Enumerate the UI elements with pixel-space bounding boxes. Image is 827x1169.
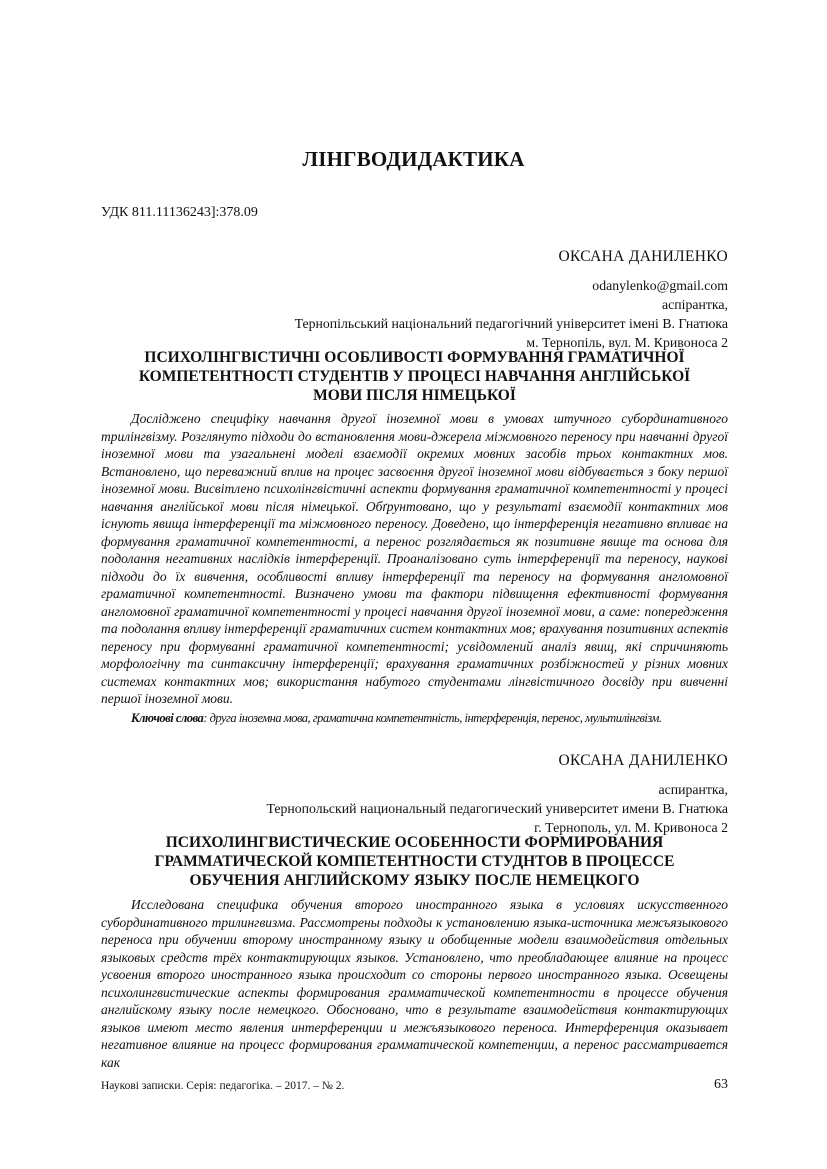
author-position-ru: аспирантка, — [658, 782, 728, 797]
author-position-ua: аспірантка, — [662, 297, 728, 312]
page-number: 63 — [714, 1077, 728, 1092]
title-line: КОМПЕТЕНТНОСТІ СТУДЕНТІВ У ПРОЦЕСІ НАВЧАННЯ АНГЛІЙСЬКОЇ — [138, 368, 691, 385]
author-address-ua: м. Тернопіль, вул. М. Кривоноса 2 — [526, 335, 728, 350]
udk-code: УДК 811.11136243]:378.09 — [101, 205, 258, 220]
article-title-ua — [101, 348, 728, 405]
author-name-ua: ОКСАНА ДАНИЛЕНКО — [558, 248, 728, 265]
title-line: МОВИ ПІСЛЯ НІМЕЦЬКОЇ — [313, 387, 516, 404]
abstract-ru: Исследована специфика обучения второго иностранного языка в условиях искусственного субординативного трилингвизма. Рассмотрены подходы к установлению языка-источника межъязыкового переноса при обучении второму иностранному языку и обобщенные модели взаимодействия отдельных языковых средств трёх контактирующих языков. Установлено, что преобладающее влияние на процесс усвоения второго иностранного языка происходит со стороны первого иностранного языка. Освещены психолингвистические аспекты формирования грамматической компетентности в процессе обучения английскому языку после немецкого. Обосновано, что в результате взаимодействия контактирующих языков имеют место явления интерференции и межъязыкового переноса. Интерференция оказывает негативное влияние на процесс формирования грамматической компетенции, а перенос рассматривается как — [101, 897, 728, 1070]
author-email: odanylenko@gmail.com — [592, 278, 728, 293]
author-affiliation-ru — [266, 780, 728, 837]
article-title-ru — [101, 833, 728, 890]
title-line: ПСИХОЛИНГВИСТИЧЕСКИЕ ОСОБЕННОСТИ ФОРМИРОВАНИЯ — [165, 834, 664, 851]
title-line: ГРАММАТИЧЕСКОЙ КОМПЕТЕНТНОСТИ СТУДНТОВ В ПРОЦЕССЕ — [154, 853, 675, 870]
keywords-list: : друга іноземна мова, граматична компетентність, інтерференція, перенос, мультилінгвізм. — [203, 711, 662, 725]
author-university-ru: Тернопольский национальный педагогический университет имени В. Гнатюка — [266, 801, 728, 816]
keywords-label: Ключові слова — [131, 711, 204, 725]
abstract-ua: Досліджено специфіку навчання другої іноземної мови в умовах штучного субординативного трилінгвізму. Розглянуто підходи до встановлення мови-джерела міжмовного переносу при навчанні другої іноземної мови та узагальнені моделі взаємодії окремих мовних засобів трьох контактних мов. Встановлено, що переважний вплив на процес засвоєння другої іноземної мови відбувається з боку першої іноземної мови. Висвітлено психолінгвістичні аспекти формування граматичної компетентності у процесі навчання англійської мови після німецької. Обґрунтовано, що у результаті взаємодії контактних мов існують явища інтерференції та міжмовного переносу. Доведено, що інтерференція негативно впливає на формування граматичної компетентності, а перенос розглядається як позитивне явище та основа для подолання негативних наслідків інтерференції. Проаналізовано суть інтерференції та переносу, наукові підходи до їх вивчення, особливості впливу інтерференції та переносу на формування англомовної граматичної компетентності. Визначено умови та фактори підвищення ефективності формування англомовної граматичної компетентності у процесі навчання другої іноземної мови, а саме: попередження та подолання впливу інтерференції граматичних систем контактних мов; врахування позитивних аспектів переносу при формуванні граматичної компетентності; усвідомлений аналіз явищ, які спричиняють морфологічну та синтаксичну інтерференції; врахування граматичних розбіжностей у різних мовних системах контактних мов; використання набутого студентами лінгвістичного досвіду при вивченні першої іноземної мови. — [101, 411, 728, 706]
title-line: ПСИХОЛІНГВІСТИЧНІ ОСОБЛИВОСТІ ФОРМУВАННЯ ГРАМАТИЧНОЇ — [144, 349, 685, 366]
keywords-ua — [101, 711, 728, 726]
author-address-ru: г. Тернополь, ул. М. Кривоноса 2 — [534, 820, 728, 835]
author-affiliation-ua — [295, 276, 728, 352]
author-university-ua: Тернопільський національний педагогічний університет імені В. Гнатюка — [294, 316, 728, 331]
journal-footer: Наукові записки. Серія: педагогіка. – 2017. – № 2. — [101, 1080, 345, 1092]
title-line: ОБУЧЕНИЯ АНГЛИЙСКОМУ ЯЗЫКУ ПОСЛЕ НЕМЕЦКОГО — [189, 872, 640, 889]
section-title: ЛІНГВОДИДАКТИКА — [302, 147, 525, 171]
author-name-ru: ОКСАНА ДАНИЛЕНКО — [558, 752, 728, 769]
